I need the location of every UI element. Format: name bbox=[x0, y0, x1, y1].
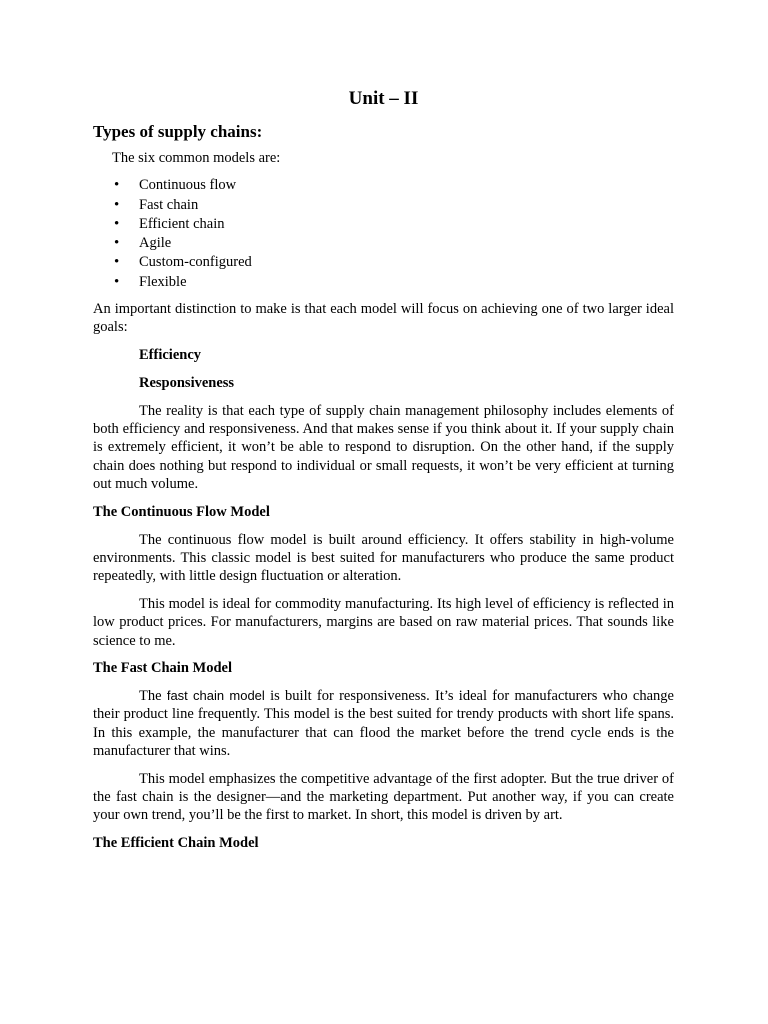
fast-chain-p1-rest: is built for responsiveness. It’s ideal for manufacturers who change their product line frequently. This model is the best suited for trendy products with short life spans. In this example, the manufacturer that can flood the market before the trend cycle ends is the manufacturer that wins. bbox=[93, 688, 674, 760]
continuous-flow-p1-rest: is built around efficiency. It offers stability in high-volume environments. This classic model is best suited for manufacturers who produce the same product repeatedly, with little design fluctuation or alteration. bbox=[93, 531, 674, 585]
list-item: • Efficient chain bbox=[93, 215, 674, 234]
list-item: • Flexible bbox=[93, 273, 674, 292]
efficient-chain-heading: The Efficient Chain Model bbox=[93, 835, 259, 852]
distinction-paragraph: An important distinction to make is that each model will focus on achieving one of two larger ideal goals: bbox=[93, 301, 674, 336]
continuous-flow-heading: The Continuous Flow Model bbox=[93, 503, 270, 520]
continuous-flow-paragraph-1 bbox=[93, 531, 674, 586]
continuous-flow-p1-start: The bbox=[139, 531, 168, 548]
goal-responsiveness: Responsiveness bbox=[139, 374, 235, 391]
models-list bbox=[93, 176, 674, 292]
unit-title: Unit – II bbox=[348, 88, 419, 109]
continuous-flow-paragraph-2: This model is ideal for commodity manufacturing. Its high level of efficiency is reflected in low product prices. For manufacturers, margins are based on raw material prices. That sounds like science to me. bbox=[93, 595, 674, 649]
continuous-flow-term: continuous flow model bbox=[167, 531, 307, 548]
fast-chain-p1-start: The bbox=[139, 688, 167, 705]
list-item: • Custom-configured bbox=[93, 253, 674, 272]
section-heading: Types of supply chains: bbox=[93, 122, 263, 141]
intro-text: The six common models are: bbox=[112, 150, 281, 166]
list-item: • Fast chain bbox=[93, 196, 674, 215]
list-item: • Continuous flow bbox=[93, 176, 674, 195]
fast-chain-paragraph-1 bbox=[93, 687, 674, 760]
document-body bbox=[93, 86, 674, 862]
reality-paragraph: The reality is that each type of supply chain management philosophy includes elements of both efficiency and responsiveness. And that makes sense if you think about it. If your supply chain is extremely efficient, it won’t be able to respond to disruption. On the other hand, if the supply chain does nothing but respond to individual or small requests, it won’t be very efficient at turning out much volume. bbox=[93, 402, 674, 492]
fast-chain-heading: The Fast Chain Model bbox=[93, 660, 232, 677]
fast-chain-term: fast chain model bbox=[166, 688, 265, 704]
fast-chain-paragraph-2: This model emphasizes the competitive advantage of the first adopter. But the true driver of the fast chain is the designer—and the marketing department. Put another way, if you can create your own trend, you’ll be the first to market. In short, this model is driven by art. bbox=[93, 770, 674, 824]
goal-efficiency: Efficiency bbox=[139, 347, 202, 364]
list-item: • Agile bbox=[93, 234, 674, 253]
